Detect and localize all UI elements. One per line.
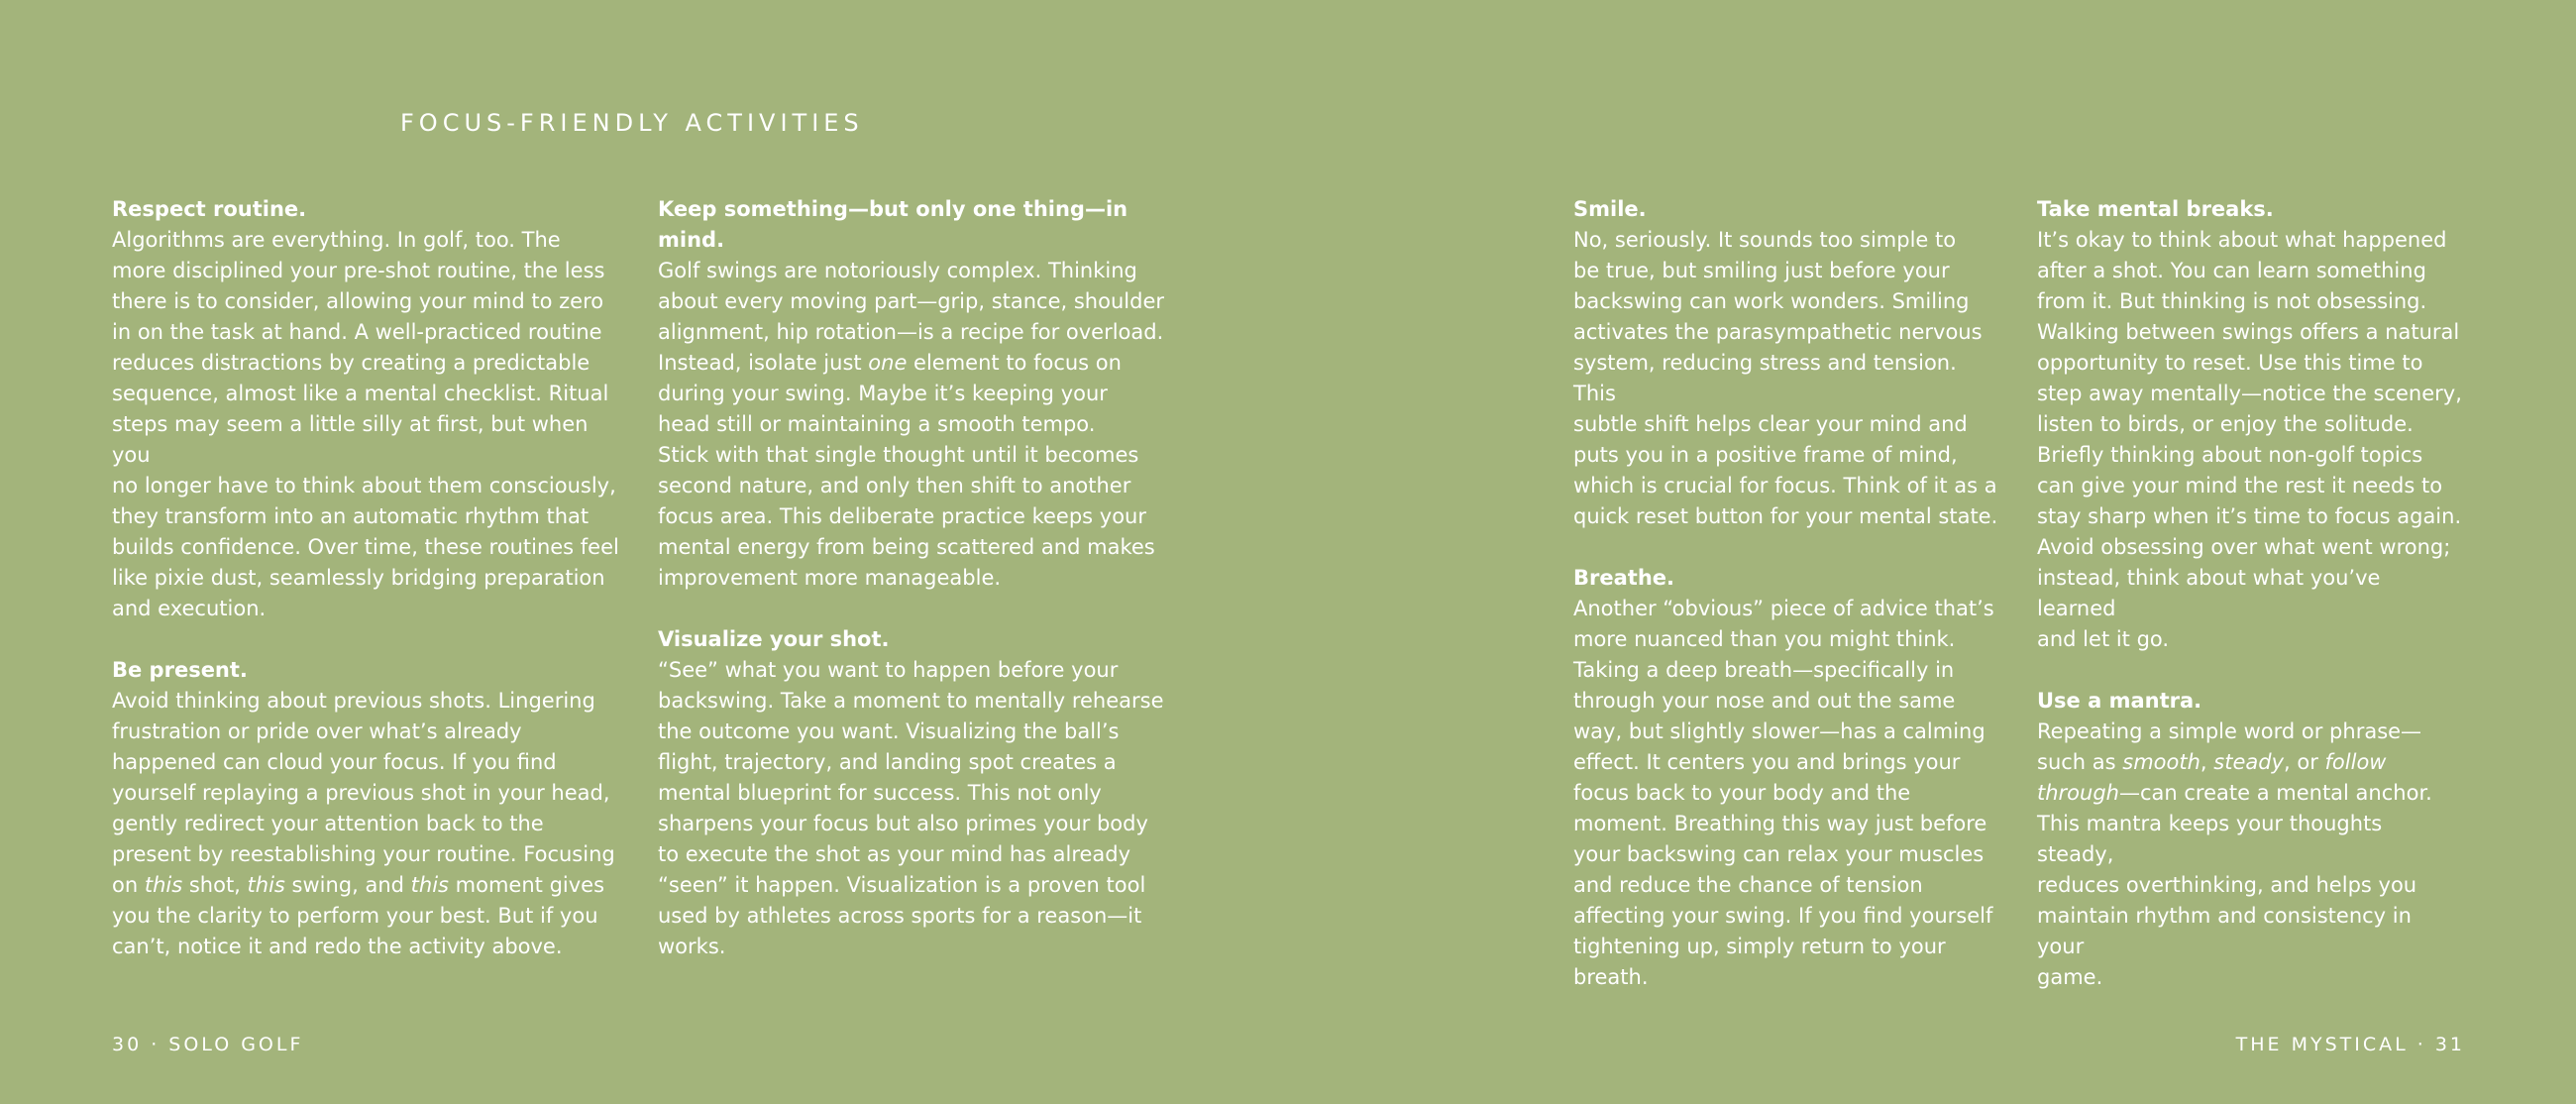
body-text: element to focus on during your swing. Maybe it’s keeping your head still or maintaining a smooth tempo. Stick with that single thought until it becomes second nature, and only then shift to another focus area. This deliberate practice keeps your mental energy from being scattered and makes improvement more manageable. (658, 351, 1155, 590)
body-text: Avoid thinking about previous shots. Lingering frustration or pride over what’s already happened can cloud your focus. If you find yourself replaying a previous shot in your head, gently redirect your attention back to the present by reestablishing your routine. Focusing on (112, 689, 615, 897)
folio-right: THE MYSTICAL · 31 (2235, 1034, 2465, 1055)
emphasis-text: one (868, 351, 908, 375)
activity-heading: Take mental breaks. (2037, 197, 2274, 221)
activity-body (658, 256, 1173, 594)
body-text: No, seriously. It sounds too simple to be true, but smiling just before your backswing can work wonders. Smiling activates the parasympathetic nervous system, reducing stress and tension. This subtle shift helps clear your mind and puts you in a positive frame of mind, which is crucial for focus. Think of it as a quick reset button for your mental state. (1573, 228, 1998, 528)
body-text: Algorithms are everything. In golf, too. The more disciplined your pre-shot routine, the less there is to consider, allowing your mind to zero in on the task at hand. A well-practiced routine reduces distractions by creating a predictable sequence, almost like a mental checklist. Ritual steps may seem a little silly at first, but when you no longer have to think about them consciously, they transform into an automatic rhythm that builds confidence. Over time, these routines feel like pixie dust, seamlessly bridging preparation and execution. (112, 228, 619, 620)
emphasis-text: this (144, 873, 183, 897)
column-left-2 (658, 194, 1173, 993)
folio-left: 30 · SOLO GOLF (112, 1034, 304, 1055)
body-text: It’s okay to think about what happened after a shot. You can learn something from it. But thinking is not obsessing. Walking between swings offers a natural opportunity to reset. Use this time to step away mentally—notice the scenery, listen to birds, or enjoy the solitude. Briefly thinking about non-golf topics can give your mind the rest it needs to stay sharp when it’s time to focus again. Avoid obsessing over what went wrong; instead, think about what you’ve learned and let it go. (2037, 228, 2462, 651)
body-text: Another “obvious” piece of advice that’s more nuanced than you might think. Taking a deep breath—specifically in through your nose and out the same way, but slightly slower—has a calming effect. It centers you and brings your focus back to your body and the moment. Breathing this way just before your backswing can relax your muscles and reduce the chance of tension affecting your swing. If you find yourself tightening up, simply return to your breath. (1573, 597, 1994, 989)
activity-entry (2037, 194, 2463, 655)
activity-entry (112, 655, 627, 962)
activity-heading: Respect routine. (112, 197, 307, 221)
body-text: moment gives you the clarity to perform your best. But if you can’t, notice it and redo the activity above. (112, 873, 605, 958)
body-text: , or (2284, 750, 2325, 774)
column-right-1 (1573, 194, 1999, 1024)
activity-entry (2037, 686, 2463, 993)
activity-entry (112, 194, 627, 624)
activity-entry (658, 194, 1173, 594)
body-text: , (2200, 750, 2214, 774)
body-text: Golf swings are notoriously complex. Thinking about every moving part—grip, stance, shoulder alignment, hip rotation—is a recipe for overload. Instead, isolate just (658, 259, 1164, 375)
activity-body (658, 655, 1173, 962)
emphasis-text: this (410, 873, 449, 897)
body-text: shot, (182, 873, 248, 897)
activity-body (112, 686, 627, 962)
activity-body (112, 225, 627, 624)
body-text: —can create a mental anchor. This mantra keeps your thoughts steady, reduces overthinking, and helps you maintain rhythm and consistency in your game. (2037, 781, 2432, 989)
activity-entry (1573, 563, 1999, 993)
activity-entry (658, 624, 1173, 962)
activity-body (1573, 594, 1999, 993)
activity-heading: Keep something—but only one thing—in mind. (658, 197, 1128, 252)
activity-body (2037, 717, 2463, 993)
body-text: swing, and (284, 873, 411, 897)
body-text: Repeating a simple word or phrase— such as (2037, 719, 2422, 774)
section-title: FOCUS-FRIENDLY ACTIVITIES (400, 109, 864, 137)
activity-heading: Smile. (1573, 197, 1647, 221)
activity-heading: Visualize your shot. (658, 627, 890, 651)
emphasis-text: smooth (2122, 750, 2200, 774)
activity-heading: Use a mantra. (2037, 689, 2202, 713)
column-left-1 (112, 194, 627, 993)
activity-body (1573, 225, 1999, 532)
activity-heading: Be present. (112, 658, 248, 682)
activity-heading: Breathe. (1573, 566, 1674, 590)
activity-body (2037, 225, 2463, 655)
emphasis-text: follow through (2037, 750, 2387, 805)
column-right-2 (2037, 194, 2463, 1024)
body-text: “See” what you want to happen before your backswing. Take a moment to mentally rehearse the outcome you want. Visualizing the ball’s flight, trajectory, and landing spot creates a mental blueprint for success. This not only sharpens your focus but also primes your body to execute the shot as your mind has already “seen” it happen. Visualization is a proven tool used by athletes across sports for a reason—it works. (658, 658, 1164, 958)
emphasis-text: steady (2213, 750, 2285, 774)
emphasis-text: this (247, 873, 285, 897)
activity-entry (1573, 194, 1999, 532)
